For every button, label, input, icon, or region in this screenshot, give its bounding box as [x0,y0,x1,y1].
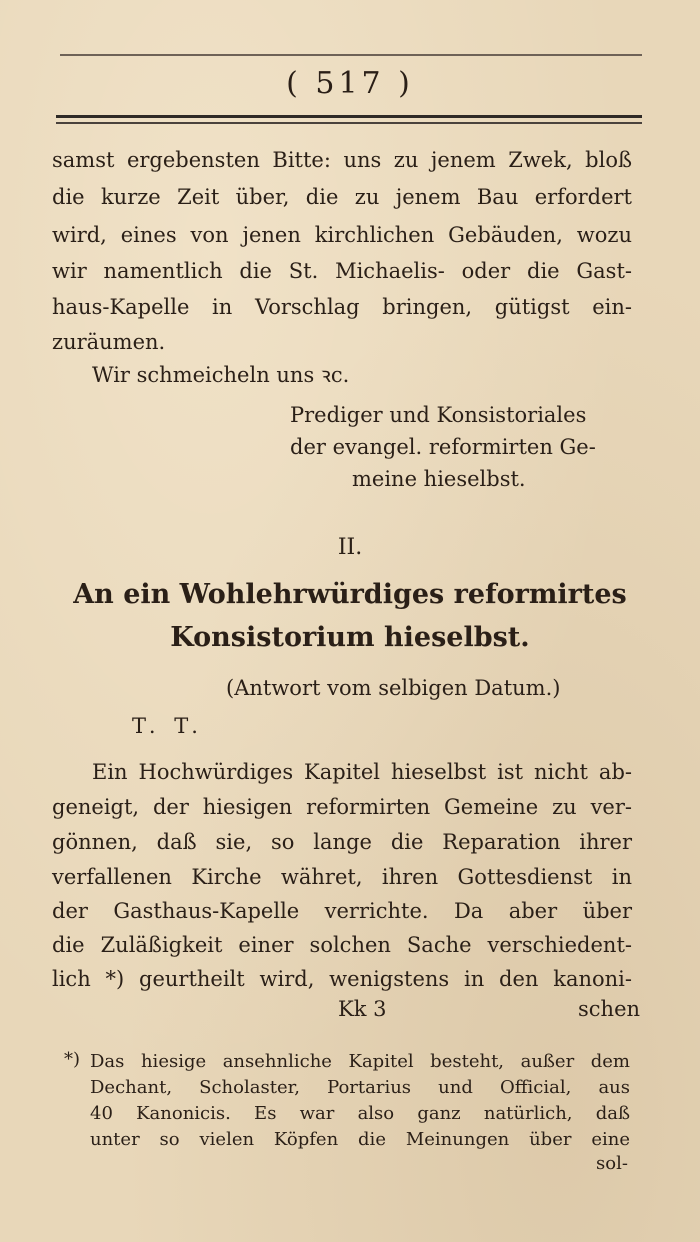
body-line: lich *) geurtheilt wird, wenigstens in den kanoni- [52,967,632,991]
body-line: samst ergebensten Bitte: uns zu jenem Zwek, bloß [52,148,632,172]
body-line: zuräumen. [52,330,166,354]
footnote-line: unter so vielen Köpfen die Meinungen über eine [90,1129,630,1150]
footnote-line: 40 Kanonicis. Es war also ganz natürlich, daß [90,1103,630,1124]
body-line: die kurze Zeit über, die zu jenem Bau erfordert [52,185,632,209]
body-line: haus-Kapelle in Vorschlag bringen, gütigst ein- [52,295,632,319]
section-number: II. [337,535,363,560]
signature-line: Prediger und Konsistoriales [290,403,587,427]
body-line: wird, eines von jenen kirchlichen Gebäuden, wozu [52,223,632,247]
body-line: verfallenen Kirche währet, ihren Gottesdienst in [52,865,632,889]
salutation: T. T. [132,714,204,738]
footnote-line: Dechant, Scholaster, Portarius und Official, aus [90,1077,630,1098]
body-line: wir namentlich die St. Michaelis- oder die Gast- [52,259,632,283]
body-line: Ein Hochwürdiges Kapitel hieselbst ist nicht ab- [92,760,632,784]
footnote-line: Das hiesige ansehnliche Kapitel besteht, außer dem [90,1051,630,1072]
header-rule-secondary [56,122,642,124]
signature-mark: Kk 3 [338,997,387,1021]
footnote-line-end: sol- [596,1153,628,1174]
top-thin-rule [60,54,642,56]
section-heading: An ein Wohlehrwürdiges reformirtes [73,579,627,610]
body-line: geneigt, der hiesigen reformirten Gemeine zu ver- [52,795,632,819]
catchword: schen [578,997,641,1021]
footnote-marker: *) [64,1049,81,1070]
header-rule [56,115,642,118]
body-line: der Gasthaus-Kapelle verrichte. Da aber über [52,899,632,923]
signature-line: der evangel. reformirten Ge- [290,435,596,459]
body-line: gönnen, daß sie, so lange die Reparation ihrer [52,830,632,854]
section-heading: Konsistorium hieselbst. [170,622,530,653]
page-number: ( 517 ) [286,66,414,101]
section-subtitle: (Antwort vom selbigen Datum.) [226,676,561,700]
body-line: die Zuläßigkeit einer solchen Sache verschiedent- [52,933,632,957]
closing-line: Wir schmeicheln uns ꝛc. [92,363,350,387]
signature-line: meine hieselbst. [352,467,526,491]
